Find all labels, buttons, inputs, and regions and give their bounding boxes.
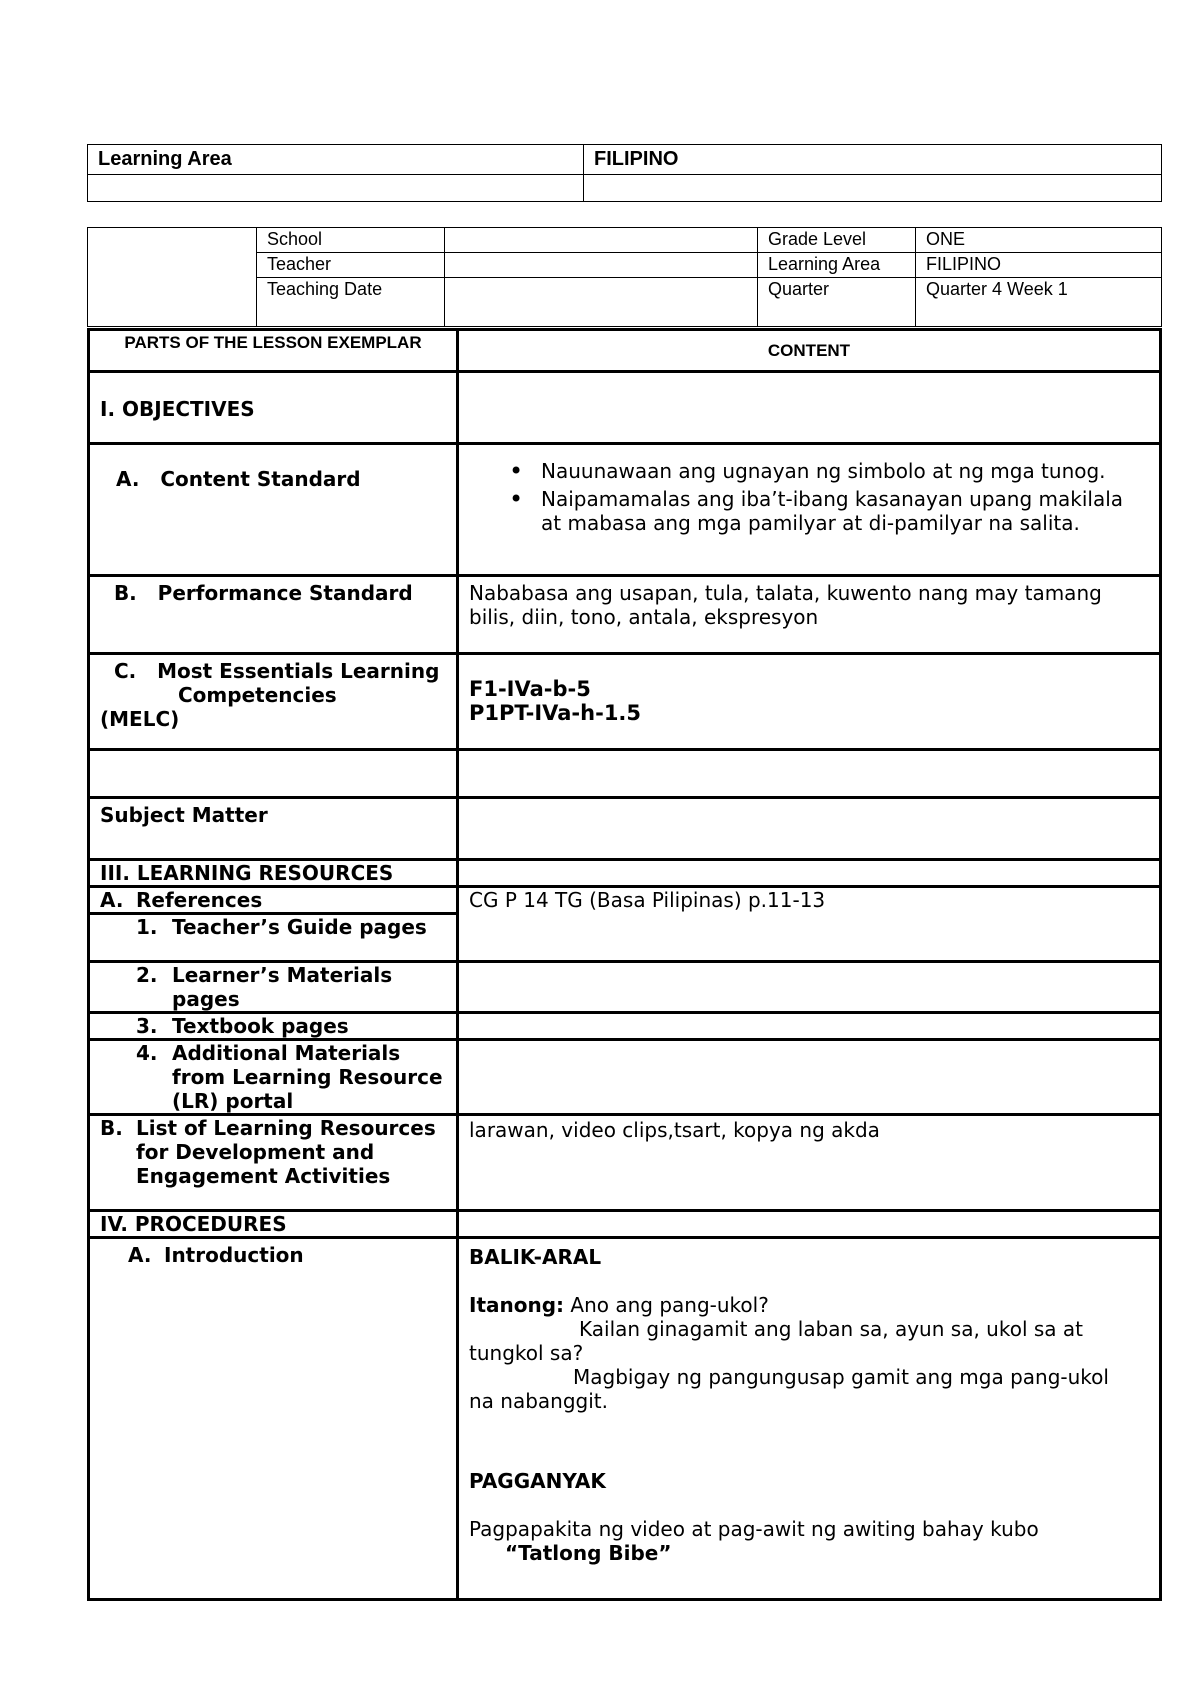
- melc-code-1: F1-IVa-b-5: [469, 677, 591, 701]
- lesson-exemplar-table: [87, 328, 1162, 1601]
- learning-resources-content: [458, 860, 1161, 887]
- empty-cell: [88, 175, 584, 202]
- references-letter: A.: [100, 888, 124, 912]
- performance-standard-text: Performance Standard: [157, 581, 413, 605]
- empty-cell: [89, 750, 458, 798]
- header-parts: PARTS OF THE LESSON EXEMPLAR: [89, 330, 458, 372]
- performance-standard-label: [89, 576, 458, 654]
- tg-pages-text: Teacher’s Guide pages: [172, 915, 427, 939]
- melc-code-2: P1PT-IVa-h-1.5: [469, 701, 642, 725]
- additional-materials-label: [89, 1040, 458, 1115]
- quarter-value: Quarter 4 Week 1: [916, 278, 1162, 327]
- learning-resources-label: III. LEARNING RESOURCES: [89, 860, 458, 887]
- learning-area-value: FILIPINO: [584, 145, 1162, 175]
- empty-cell: [584, 175, 1162, 202]
- melc-label: [89, 654, 458, 750]
- introduction-letter: A.: [128, 1243, 152, 1267]
- lm-pages-num: 2.: [136, 963, 158, 987]
- melc-content: [458, 654, 1161, 750]
- additional-materials-content: [458, 1040, 1161, 1115]
- content-standard-label: [89, 444, 458, 576]
- introduction-label: [89, 1238, 458, 1600]
- pagganyak-text: Pagpapakita ng video at pag-awit ng awiting bahay kubo: [469, 1517, 1039, 1541]
- references-label: [89, 887, 458, 914]
- list-item: • Naipamamalas ang iba’t-ibang kasanayan upang makilala at mabasa ang mga pamilyar at di-pamilyar na salita.: [541, 487, 1149, 535]
- question-3: Magbigay ng pangungusap gamit ang mga pang-ukol: [573, 1365, 1109, 1389]
- melc-text-1: Most Essentials Learning: [157, 659, 440, 683]
- performance-standard-letter: B.: [113, 581, 137, 605]
- objectives-content: [458, 372, 1161, 444]
- list-resources-content: larawan, video clips,tsart, kopya ng akda: [458, 1115, 1161, 1211]
- teacher-value: [445, 253, 758, 278]
- procedures-content: [458, 1211, 1161, 1238]
- itanong-label: Itanong:: [469, 1293, 565, 1317]
- school-label: School: [257, 228, 445, 253]
- info-learning-area-value: FILIPINO: [916, 253, 1162, 278]
- performance-standard-content: Nababasa ang usapan, tula, talata, kuwento nang may tamang bilis, diin, tono, antala, ekspresyon: [458, 576, 1161, 654]
- content-standard-bullets: [469, 459, 1149, 535]
- question-1: Ano ang pang-ukol?: [570, 1293, 769, 1317]
- textbook-pages-text: Textbook pages: [172, 1014, 349, 1038]
- quarter-label: Quarter: [758, 278, 916, 327]
- lm-pages-label: [89, 962, 458, 1013]
- empty-cell: [458, 750, 1161, 798]
- additional-materials-text: Additional Materials from Learning Resource (LR) portal: [172, 1041, 443, 1113]
- content-standard-content: [458, 444, 1161, 576]
- info-learning-area-label: Learning Area: [758, 253, 916, 278]
- objectives-label: [89, 372, 458, 444]
- teaching-date-label: Teaching Date: [257, 278, 445, 327]
- content-standard-text: Content Standard: [160, 467, 361, 491]
- school-value: [445, 228, 758, 253]
- header-content: CONTENT: [458, 330, 1161, 372]
- tg-pages-num: 1.: [136, 915, 158, 939]
- question-2: Kailan ginagamit ang laban sa, ayun sa, ukol sa at: [579, 1317, 1083, 1341]
- melc-text-3: (MELC): [100, 707, 180, 731]
- subject-matter-content: [458, 798, 1161, 860]
- textbook-pages-label: [89, 1013, 458, 1040]
- tg-pages-label: [89, 914, 458, 962]
- learning-area-table: [87, 144, 1162, 202]
- introduction-content: [458, 1238, 1161, 1600]
- grade-level-label: Grade Level: [758, 228, 916, 253]
- textbook-pages-num: 3.: [136, 1014, 158, 1038]
- melc-letter: C.: [113, 659, 137, 683]
- subject-matter-label: Subject Matter: [89, 798, 458, 860]
- pagganyak-heading: PAGGANYAK: [469, 1469, 606, 1493]
- lm-pages-content: [458, 962, 1161, 1013]
- teaching-date-value: [445, 278, 758, 327]
- teacher-label: Teacher: [257, 253, 445, 278]
- introduction-text: Introduction: [164, 1243, 304, 1267]
- learning-area-label: Learning Area: [88, 145, 584, 175]
- info-table: [87, 227, 1162, 327]
- grade-level-value: ONE: [916, 228, 1162, 253]
- balik-aral-heading: BALIK-ARAL: [469, 1245, 602, 1269]
- references-text: References: [136, 888, 263, 912]
- list-resources-letter: B.: [100, 1116, 123, 1140]
- melc-text-2: Competencies: [178, 683, 337, 707]
- objectives-text: I. OBJECTIVES: [100, 397, 255, 421]
- song-title: “Tatlong Bibe”: [505, 1541, 672, 1565]
- content-standard-letter: A.: [116, 467, 140, 491]
- textbook-pages-content: [458, 1013, 1161, 1040]
- additional-materials-num: 4.: [136, 1041, 158, 1065]
- lm-pages-text: Learner’s Materials pages: [172, 963, 393, 1011]
- question-3-cont: na nabanggit.: [469, 1389, 608, 1413]
- list-resources-text: List of Learning Resources for Development and Engagement Activities: [136, 1116, 436, 1188]
- list-item: • Nauunawaan ang ugnayan ng simbolo at ng mga tunog.: [541, 459, 1149, 483]
- logo-cell: [88, 228, 257, 327]
- references-content: CG P 14 TG (Basa Pilipinas) p.11-13: [458, 887, 1161, 962]
- procedures-label: IV. PROCEDURES: [89, 1211, 458, 1238]
- list-resources-label: [89, 1115, 458, 1211]
- question-2-cont: tungkol sa?: [469, 1341, 584, 1365]
